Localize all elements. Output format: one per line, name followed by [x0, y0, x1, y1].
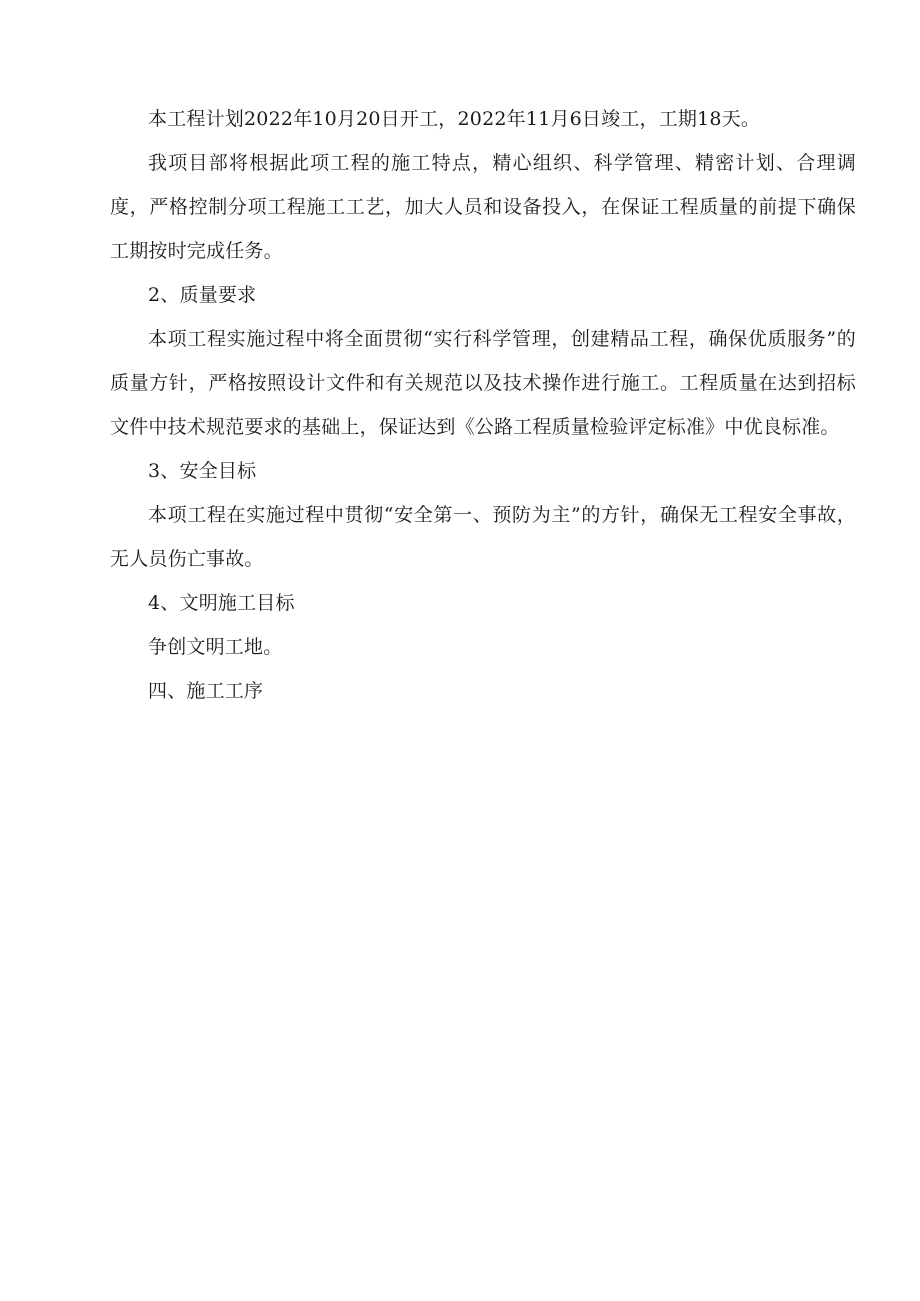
- schedule-paragraph: 本工程计划2022年10月20日开工，2022年11月6日竣工，工期18天。: [148, 108, 761, 130]
- section-heading-quality: 2、质量要求: [148, 284, 257, 306]
- section-heading-safety: 3、安全目标: [148, 460, 257, 482]
- section-heading-procedure: 四、施工工序: [148, 680, 264, 702]
- organization-paragraph: 我项目部将根据此项工程的施工特点，精心组织、科学管理、精密计划、合理调度，严格控制分项工程施工工艺，加大人员和设备投入，在保证工程质量的前提下确保工期按时完成任务。: [110, 152, 856, 262]
- section-heading-civilized: 4、文明施工目标: [148, 592, 295, 614]
- quality-paragraph: 本项工程实施过程中将全面贯彻“实行科学管理，创建精品工程，确保优质服务”的质量方针，严格按照设计文件和有关规范以及技术操作进行施工。工程质量在达到招标文件中技术规范要求的基础上，保证达到《公路工程质量检验评定标准》中优良标准。: [110, 328, 856, 438]
- civilized-paragraph: 争创文明工地。: [148, 636, 283, 658]
- document-body: [110, 97, 856, 713]
- safety-paragraph: 本项工程在实施过程中贯彻“安全第一、预防为主”的方针，确保无工程安全事故，无人员伤亡事故。: [110, 504, 856, 570]
